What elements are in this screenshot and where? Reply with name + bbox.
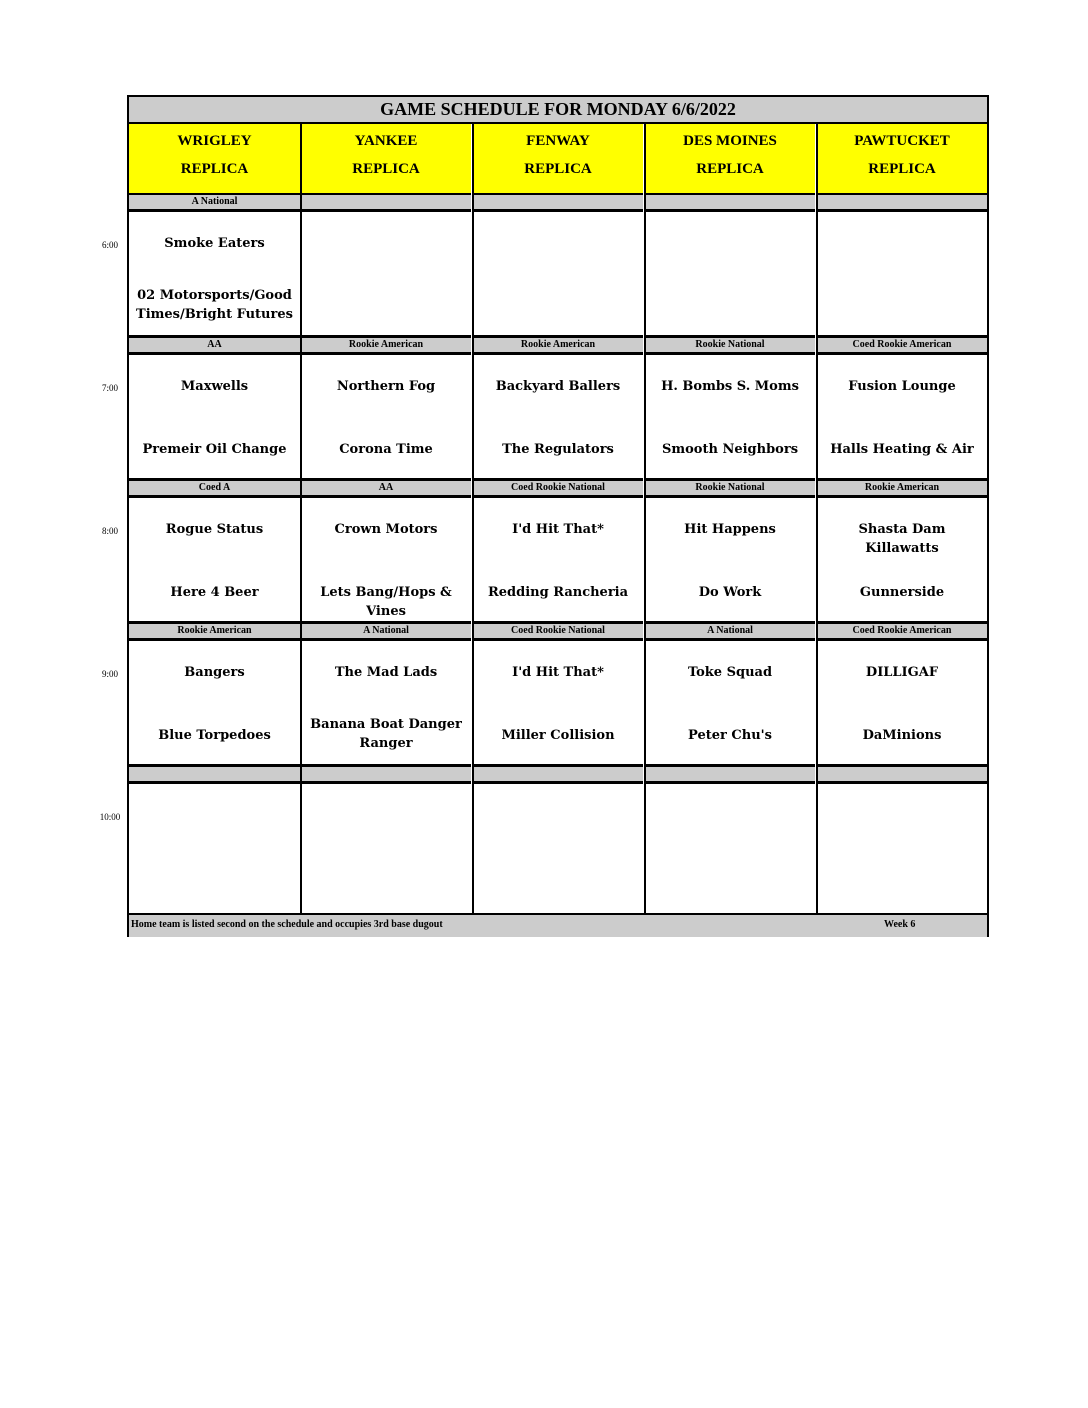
table-footer	[129, 913, 987, 937]
league-label: Coed Rookie American	[817, 338, 987, 355]
field-name: FENWAY	[526, 133, 590, 149]
game-cell	[817, 355, 987, 478]
league-label: Rookie American	[473, 338, 643, 355]
league-label: Rookie American	[817, 481, 987, 498]
field-name: YANKEE	[354, 133, 418, 149]
home-team-note: Home team is listed second on the schedule and occupies 3rd base dugout	[131, 919, 443, 930]
away-team: Bangers	[184, 665, 245, 680]
game-cell	[645, 784, 815, 907]
league-label: Rookie American	[301, 338, 471, 355]
game-cell	[645, 212, 815, 335]
time-label: 8:00	[101, 526, 118, 536]
home-team: Peter Chu's	[688, 728, 772, 743]
league-label: Coed A	[129, 481, 300, 498]
field-subtitle: REPLICA	[696, 161, 764, 177]
home-team: Blue Torpedoes	[158, 728, 271, 743]
schedule-table	[127, 95, 989, 937]
game-cell	[645, 355, 815, 478]
game-cell	[301, 355, 471, 478]
away-team: I'd Hit That*	[512, 522, 604, 537]
away-team: Fusion Lounge	[848, 379, 956, 394]
league-label	[129, 767, 300, 784]
league-label: AA	[129, 338, 300, 355]
league-label	[301, 767, 471, 784]
game-cell	[301, 212, 471, 335]
game-cell	[817, 498, 987, 621]
away-team: The Mad Lads	[334, 665, 438, 680]
away-team: Hit Happens	[684, 522, 776, 537]
home-team: Corona Time	[339, 442, 433, 457]
league-label: Coed Rookie National	[473, 624, 643, 641]
league-label	[473, 195, 643, 212]
game-cell	[129, 212, 300, 335]
game-cell	[817, 641, 987, 764]
game-cell	[301, 641, 471, 764]
game-cell	[129, 355, 300, 478]
column-divider	[300, 124, 302, 913]
league-label: AA	[301, 481, 471, 498]
away-team: Maxwells	[180, 379, 249, 394]
home-team: Smooth Neighbors	[661, 442, 799, 457]
league-label: Rookie National	[645, 481, 815, 498]
game-cell	[301, 784, 471, 907]
game-cell	[817, 784, 987, 907]
league-label: Rookie American	[129, 624, 300, 641]
page-title: GAME SCHEDULE FOR MONDAY 6/6/2022	[129, 97, 987, 124]
field-subtitle: REPLICA	[524, 161, 592, 177]
field-header	[817, 124, 987, 195]
field-name: WRIGLEY	[177, 133, 252, 149]
game-cell	[645, 498, 815, 621]
away-team: Rogue Status	[165, 522, 264, 537]
game-cell	[301, 498, 471, 621]
home-team: Halls Heating & Air	[830, 442, 974, 457]
game-cell	[129, 498, 300, 621]
field-subtitle: REPLICA	[352, 161, 420, 177]
away-team: I'd Hit That*	[512, 665, 604, 680]
away-team: Toke Squad	[687, 665, 773, 680]
game-cell	[473, 212, 643, 335]
game-cell	[473, 641, 643, 764]
week-label: Week 6	[884, 919, 916, 930]
field-header	[473, 124, 643, 195]
field-name: PAWTUCKET	[854, 133, 950, 149]
time-label: 7:00	[101, 383, 118, 393]
league-label: A National	[129, 195, 300, 212]
column-divider	[472, 124, 474, 913]
game-cell	[473, 355, 643, 478]
league-label: A National	[645, 624, 815, 641]
home-team: Do Work	[698, 585, 762, 600]
time-label: 10:00	[99, 812, 121, 822]
field-header	[301, 124, 471, 195]
home-team: Banana Boat Danger Ranger	[310, 717, 462, 751]
column-divider	[816, 124, 818, 913]
league-label	[817, 195, 987, 212]
away-team: Backyard Ballers	[495, 379, 621, 394]
home-team: Here 4 Beer	[170, 585, 259, 600]
time-label: 6:00	[101, 240, 118, 250]
game-cell	[817, 212, 987, 335]
game-cell	[129, 641, 300, 764]
home-team: Lets Bang/Hops & Vines	[320, 585, 452, 619]
time-label: 9:00	[101, 669, 118, 679]
home-team: DaMinions	[862, 728, 942, 743]
league-label	[473, 767, 643, 784]
home-team: Redding Rancheria	[487, 585, 629, 600]
home-team: The Regulators	[502, 442, 614, 457]
game-cell	[645, 641, 815, 764]
column-divider	[644, 124, 646, 913]
game-cell	[129, 784, 300, 907]
field-header	[645, 124, 815, 195]
league-label	[301, 195, 471, 212]
away-team: H. Bombs S. Moms	[661, 379, 799, 394]
away-team: Crown Motors	[334, 522, 438, 537]
league-label	[645, 767, 815, 784]
league-label: Coed Rookie American	[817, 624, 987, 641]
home-team: 02 Motorsports/Good Times/Bright Futures	[136, 288, 293, 322]
league-label: Rookie National	[645, 338, 815, 355]
home-team: Gunnerside	[859, 585, 945, 600]
field-name: DES MOINES	[683, 133, 777, 149]
away-team: DILLIGAF	[865, 665, 939, 680]
home-team: Miller Collision	[501, 728, 615, 743]
game-cell	[473, 784, 643, 907]
game-cell	[473, 498, 643, 621]
away-team: Shasta Dam Killawatts	[858, 522, 946, 556]
away-team: Northern Fog	[336, 379, 436, 394]
field-subtitle: REPLICA	[868, 161, 936, 177]
league-label: A National	[301, 624, 471, 641]
league-label	[817, 767, 987, 784]
away-team: Smoke Eaters	[164, 236, 265, 251]
league-label	[645, 195, 815, 212]
home-team: Premeir Oil Change	[142, 442, 287, 457]
field-subtitle: REPLICA	[180, 161, 249, 177]
league-label: Coed Rookie National	[473, 481, 643, 498]
field-header	[129, 124, 300, 195]
